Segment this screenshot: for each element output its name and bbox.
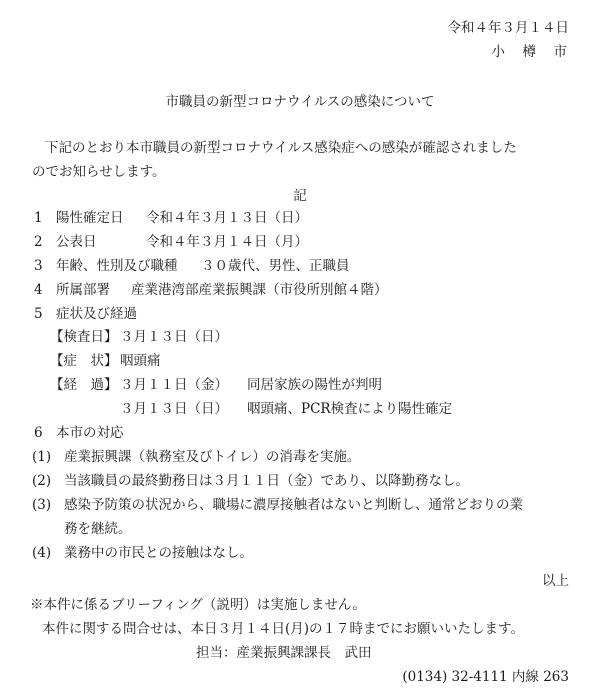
- item-4-value: 産業港湾部産業振興課（市役所別館４階）: [131, 282, 388, 298]
- item-2-number: 2: [34, 234, 43, 250]
- item-6-label: 本市の対応: [56, 425, 124, 441]
- response-2-number: (2): [32, 473, 52, 489]
- item-6-number: 6: [34, 425, 43, 441]
- item-3-value: ３０歳代、男性、正職員: [201, 258, 350, 274]
- ijo: 以上: [542, 573, 569, 589]
- intro-line-2: のでお知らせします。: [32, 164, 166, 180]
- item-1-label: 陽性確定日: [56, 210, 124, 226]
- item-3-label: 年齢、性別及び職種: [56, 258, 178, 274]
- item-1-number: 1: [34, 210, 43, 226]
- item-2-label: 公表日: [56, 234, 97, 250]
- intro-line-1: 下記のとおり本市職員の新型コロナウイルス感染症への感染が確認されました: [45, 140, 517, 156]
- item-4-label: 所属部署: [56, 282, 110, 298]
- response-4-text: 業務中の市民との接触はなし。: [64, 545, 253, 561]
- response-4-number: (4): [32, 545, 52, 561]
- shojo-label: 【症 状】: [50, 353, 118, 369]
- briefing-note: ※本件に係るブリーフィング（説明）は実施しません。: [30, 597, 366, 613]
- item-4-number: 4: [34, 282, 43, 298]
- response-3-text: 感染予防策の状況から、職場に濃厚接触者はないと判断し、通常どおりの業: [64, 497, 523, 513]
- response-2-text: 当該職員の最終勤務日は３月１１日（金）であり、以降勤務なし。: [64, 473, 469, 489]
- issuer: 小 樽 市: [491, 44, 569, 60]
- keika-2-text: 咽頭痛、PCR検査により陽性確定: [247, 401, 453, 417]
- item-5-label: 症状及び経過: [56, 306, 137, 322]
- page-title: 市職員の新型コロナウイルスの感染について: [165, 94, 435, 110]
- inquiry-note: 本件に関する問合せは、本日３月１４日(月)の１７時までにお願いいたします。: [42, 621, 524, 637]
- response-1-text: 産業振興課（執務室及びトイレ）の消毒を実施。: [64, 449, 361, 465]
- contact-person: 担当：産業振興課課長 武田: [196, 645, 372, 661]
- shojo-value: 咽頭痛: [120, 353, 161, 369]
- date: 令和４年３月１４日: [447, 20, 569, 36]
- response-3-number: (3): [32, 497, 52, 513]
- keika-1-text: 同居家族の陽性が判明: [247, 377, 382, 393]
- kensa-value: ３月１３日（日）: [120, 329, 228, 345]
- item-3-number: 3: [34, 258, 43, 274]
- item-5-number: 5: [34, 306, 43, 322]
- item-1-value: 令和４年３月１３日（日）: [146, 210, 308, 226]
- keika-1-date: ３月１１日（金）: [120, 377, 228, 393]
- ki-heading: 記: [293, 188, 307, 204]
- item-2-value: 令和４年３月１４日（月）: [146, 234, 308, 250]
- response-3-continuation: 務を継続。: [64, 521, 132, 537]
- response-1-number: (1): [32, 449, 52, 465]
- keika-2-date: ３月１３日（日）: [120, 401, 228, 417]
- contact-phone: (0134) 32-4111 内線 263: [402, 669, 569, 685]
- kensa-label: 【検査日】: [50, 329, 118, 345]
- keika-label: 【経 過】: [50, 377, 118, 393]
